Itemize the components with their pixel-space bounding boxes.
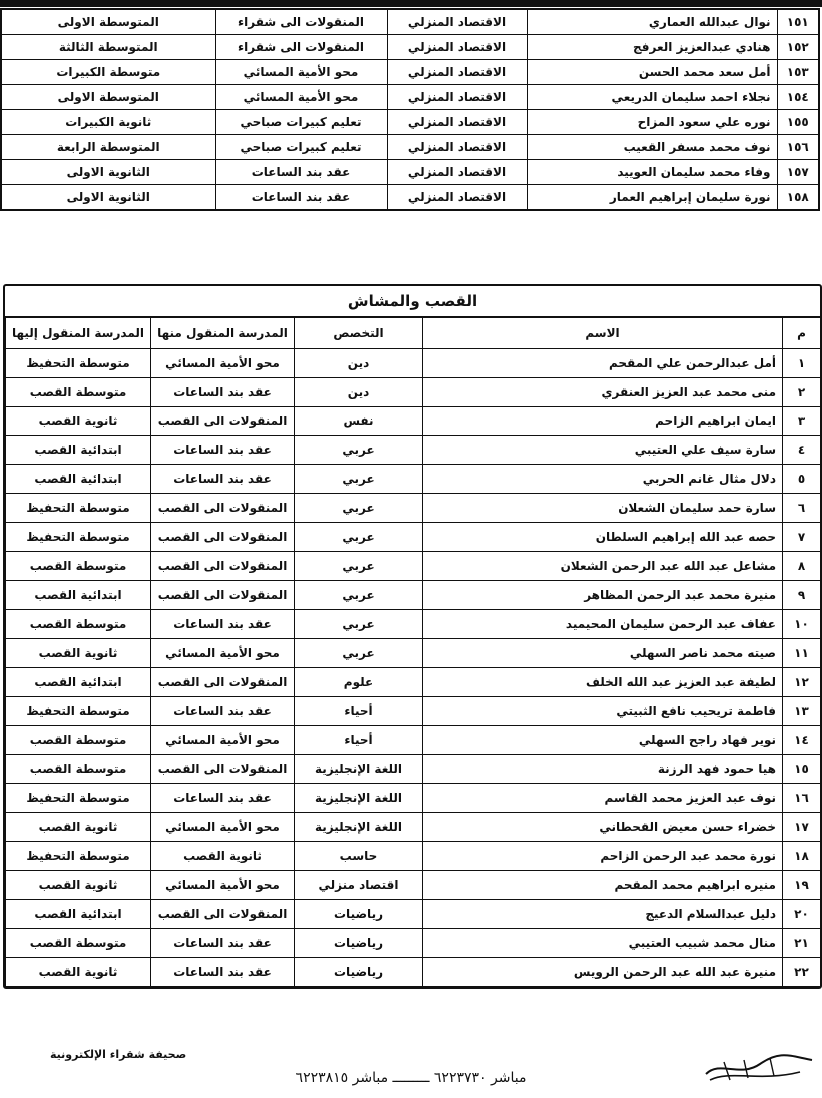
table-row [6,639,821,668]
cell-spec: اقتصاد منزلي [295,871,423,900]
cell-num: ١٥٧ [777,160,819,185]
cell-from: محو الأمية المسائي [215,60,387,85]
cell-spec: رياضيات [295,900,423,929]
cell-num: ١١ [783,639,821,668]
cell-to: ثانوية القصب [6,407,151,436]
top-table [0,8,820,211]
cell-name: أمل عبدالرحمن علي المقحم [423,349,783,378]
table-row [6,784,821,813]
cell-num: ١٤ [783,726,821,755]
table-row [6,523,821,552]
cell-name: وفاء محمد سليمان العوييد [527,160,777,185]
cell-to: متوسطة القصب [6,929,151,958]
table-row [6,813,821,842]
cell-from: ثانوية القصب [151,842,295,871]
cell-name: صيته محمد ناصر السهلي [423,639,783,668]
cell-spec: عربي [295,581,423,610]
cell-spec: اللغة الإنجليزية [295,755,423,784]
table-row [6,581,821,610]
cell-spec: عربي [295,494,423,523]
cell-num: ١٥٤ [777,85,819,110]
table-row [6,871,821,900]
table-row [6,726,821,755]
cell-spec: حاسب [295,842,423,871]
cell-num: ١٥ [783,755,821,784]
cell-to: متوسطة التحفيظ [6,784,151,813]
top-table-body [1,9,819,210]
cell-num: ١٣ [783,697,821,726]
cell-name: دلال مثال غانم الحربي [423,465,783,494]
cell-num: ٧ [783,523,821,552]
cell-from: عقد بند الساعات [215,185,387,211]
cell-to: ثانوية القصب [6,871,151,900]
cell-name: سارة سيف علي العتيبي [423,436,783,465]
table-row [6,494,821,523]
cell-from: عقد بند الساعات [151,378,295,407]
cell-spec: عربي [295,523,423,552]
table-row [6,407,821,436]
cell-name: دليل عبدالسلام الدعيج [423,900,783,929]
cell-num: ١٠ [783,610,821,639]
cell-to: ابتدائية القصب [6,465,151,494]
cell-spec: دين [295,349,423,378]
cell-name: نوره علي سعود المزاح [527,110,777,135]
cell-spec: دين [295,378,423,407]
cell-num: ١٥٢ [777,35,819,60]
cell-num: ١ [783,349,821,378]
cell-name: نورة سليمان إبراهيم العمار [527,185,777,211]
cell-from: محو الأمية المسائي [151,639,295,668]
cell-num: ١٦ [783,784,821,813]
cell-to: الثانوية الاولى [1,185,215,211]
header-name: الاسم [423,318,783,349]
table-row [1,35,819,60]
table-row [6,465,821,494]
cell-spec: أحياء [295,726,423,755]
cell-to: المتوسطة الاولى [1,9,215,35]
table-row [6,668,821,697]
cell-name: منيرة محمد عبد الرحمن المظاهر [423,581,783,610]
table-row [6,349,821,378]
cell-from: عقد بند الساعات [151,436,295,465]
cell-name: حصه عبد الله إبراهيم السلطان [423,523,783,552]
cell-from: عقد بند الساعات [151,929,295,958]
table-row [1,110,819,135]
cell-name: فاطمة تريحيب نافع الثبيتي [423,697,783,726]
header-spec: التخصص [295,318,423,349]
table-row [6,929,821,958]
cell-spec: الاقتصاد المنزلي [387,185,527,211]
cell-to: متوسطة التحفيظ [6,349,151,378]
cell-name: سارة حمد سليمان الشعلان [423,494,783,523]
header-row [6,318,821,349]
cell-name: نوير فهاد راجح السهلي [423,726,783,755]
header-from: المدرسة المنقول منها [151,318,295,349]
cell-to: متوسطة القصب [6,552,151,581]
cell-from: عقد بند الساعات [151,610,295,639]
cell-name: هنادي عبدالعزيز العرفج [527,35,777,60]
cell-name: لطيفة عبد العزيز عبد الله الخلف [423,668,783,697]
cell-from: محو الأمية المسائي [151,871,295,900]
cell-from: المنقولات الى القصب [151,755,295,784]
header-num: م [783,318,821,349]
cell-num: ١٥١ [777,9,819,35]
cell-spec: اللغة الإنجليزية [295,784,423,813]
cell-num: ١٥٣ [777,60,819,85]
cell-from: المنقولات الى القصب [151,552,295,581]
cell-to: متوسطة القصب [6,610,151,639]
cell-from: عقد بند الساعات [151,958,295,987]
cell-spec: عربي [295,465,423,494]
cell-to: متوسطة التحفيظ [6,842,151,871]
cell-spec: علوم [295,668,423,697]
cell-to: المتوسطة الثالثة [1,35,215,60]
cell-num: ١٨ [783,842,821,871]
section-table-body [6,349,821,987]
cell-num: ١٢ [783,668,821,697]
top-header-strip [0,0,822,7]
cell-spec: نفس [295,407,423,436]
cell-to: ابتدائية القصب [6,900,151,929]
cell-name: منى محمد عبد العزيز العنقري [423,378,783,407]
cell-to: ابتدائية القصب [6,668,151,697]
cell-to: ابتدائية القصب [6,436,151,465]
cell-spec: الاقتصاد المنزلي [387,135,527,160]
cell-num: ٣ [783,407,821,436]
cell-from: تعليم كبيرات صباحي [215,135,387,160]
cell-from: عقد بند الساعات [151,465,295,494]
cell-num: ٢٢ [783,958,821,987]
cell-name: نجلاء احمد سليمان الدريعي [527,85,777,110]
cell-spec: عربي [295,610,423,639]
cell-from: المنقولات الى القصب [151,668,295,697]
cell-num: ٢ [783,378,821,407]
cell-num: ٢٠ [783,900,821,929]
cell-to: الثانوية الاولى [1,160,215,185]
cell-to: ثانوية القصب [6,639,151,668]
table-row [6,697,821,726]
cell-name: مشاعل عبد الله عبد الرحمن الشعلان [423,552,783,581]
cell-to: متوسطة التحفيظ [6,494,151,523]
cell-num: ١٩ [783,871,821,900]
cell-spec: عربي [295,639,423,668]
cell-num: ١٧ [783,813,821,842]
cell-spec: الاقتصاد المنزلي [387,35,527,60]
cell-num: ١٥٥ [777,110,819,135]
cell-from: المنقولات الى القصب [151,494,295,523]
cell-to: متوسطة التحفيظ [6,523,151,552]
cell-num: ٦ [783,494,821,523]
cell-from: المنقولات الى شقراء [215,35,387,60]
table-row [6,378,821,407]
table-row [6,610,821,639]
table-row [6,552,821,581]
cell-spec: الاقتصاد المنزلي [387,110,527,135]
cell-num: ٤ [783,436,821,465]
cell-spec: الاقتصاد المنزلي [387,60,527,85]
cell-to: ثانوية القصب [6,958,151,987]
cell-from: محو الأمية المسائي [151,726,295,755]
cell-name: خضراء حسن معيض القحطاني [423,813,783,842]
section-table [5,317,821,987]
cell-name: منيره ابراهيم محمد المقحم [423,871,783,900]
cell-name: نوف محمد مسفر القعيب [527,135,777,160]
table-row [1,135,819,160]
section-table-frame [3,284,822,989]
cell-to: متوسطة القصب [6,755,151,784]
table-row [6,842,821,871]
table-row [6,958,821,987]
cell-spec: الاقتصاد المنزلي [387,160,527,185]
cell-from: تعليم كبيرات صباحي [215,110,387,135]
cell-name: نورة محمد عبد الرحمن الزاحم [423,842,783,871]
table-row [6,900,821,929]
cell-from: المنقولات الى شقراء [215,9,387,35]
cell-to: ابتدائية القصب [6,581,151,610]
cell-from: عقد بند الساعات [151,697,295,726]
cell-name: نوف عبد العزيز محمد القاسم [423,784,783,813]
table-row [6,436,821,465]
cell-from: محو الأمية المسائي [215,85,387,110]
cell-from: المنقولات الى القصب [151,523,295,552]
cell-to: ثانوية القصب [6,813,151,842]
footer-source: صحيفة شقراء الإلكترونية [50,1048,187,1061]
cell-to: المتوسطة الاولى [1,85,215,110]
cell-name: ايمان ابراهيم الزاحم [423,407,783,436]
cell-name: هيا حمود فهد الرزنة [423,755,783,784]
footer-phones: مباشر ٦٢٢٣٧٣٠ ـــــــــ مباشر ٦٢٢٣٨١٥ [295,1070,527,1086]
cell-from: عقد بند الساعات [151,784,295,813]
cell-num: ١٥٦ [777,135,819,160]
table-row [1,9,819,35]
cell-spec: أحياء [295,697,423,726]
cell-num: ٥ [783,465,821,494]
cell-to: متوسطة القصب [6,726,151,755]
cell-name: نوال عبدالله العماري [527,9,777,35]
cell-from: عقد بند الساعات [215,160,387,185]
section-title: القصب والمشاش [5,286,820,317]
cell-to: المتوسطة الرابعة [1,135,215,160]
cell-spec: الاقتصاد المنزلي [387,85,527,110]
cell-num: ١٥٨ [777,185,819,211]
cell-name: منال محمد شبيب العتيبي [423,929,783,958]
cell-from: المنقولات الى القصب [151,581,295,610]
cell-from: المنقولات الى القصب [151,900,295,929]
cell-spec: رياضيات [295,929,423,958]
cell-name: عفاف عبد الرحمن سليمان المحيميد [423,610,783,639]
table-row [1,160,819,185]
cell-spec: رياضيات [295,958,423,987]
cell-num: ٨ [783,552,821,581]
header-to: المدرسة المنقول إليها [6,318,151,349]
table-row [1,85,819,110]
cell-num: ٢١ [783,929,821,958]
cell-name: منيرة عبد الله عبد الرحمن الرويس [423,958,783,987]
cell-to: متوسطة الكبيرات [1,60,215,85]
cell-to: متوسطة التحفيظ [6,697,151,726]
cell-spec: عربي [295,436,423,465]
cell-from: المنقولات الى القصب [151,407,295,436]
cell-to: متوسطة القصب [6,378,151,407]
cell-from: محو الأمية المسائي [151,349,295,378]
cell-spec: اللغة الإنجليزية [295,813,423,842]
cell-to: ثانوية الكبيرات [1,110,215,135]
cell-num: ٩ [783,581,821,610]
table-row [1,60,819,85]
table-row [1,185,819,211]
table-row [6,755,821,784]
cell-spec: الاقتصاد المنزلي [387,9,527,35]
cell-from: محو الأمية المسائي [151,813,295,842]
cell-spec: عربي [295,552,423,581]
cell-name: أمل سعد محمد الحسن [527,60,777,85]
